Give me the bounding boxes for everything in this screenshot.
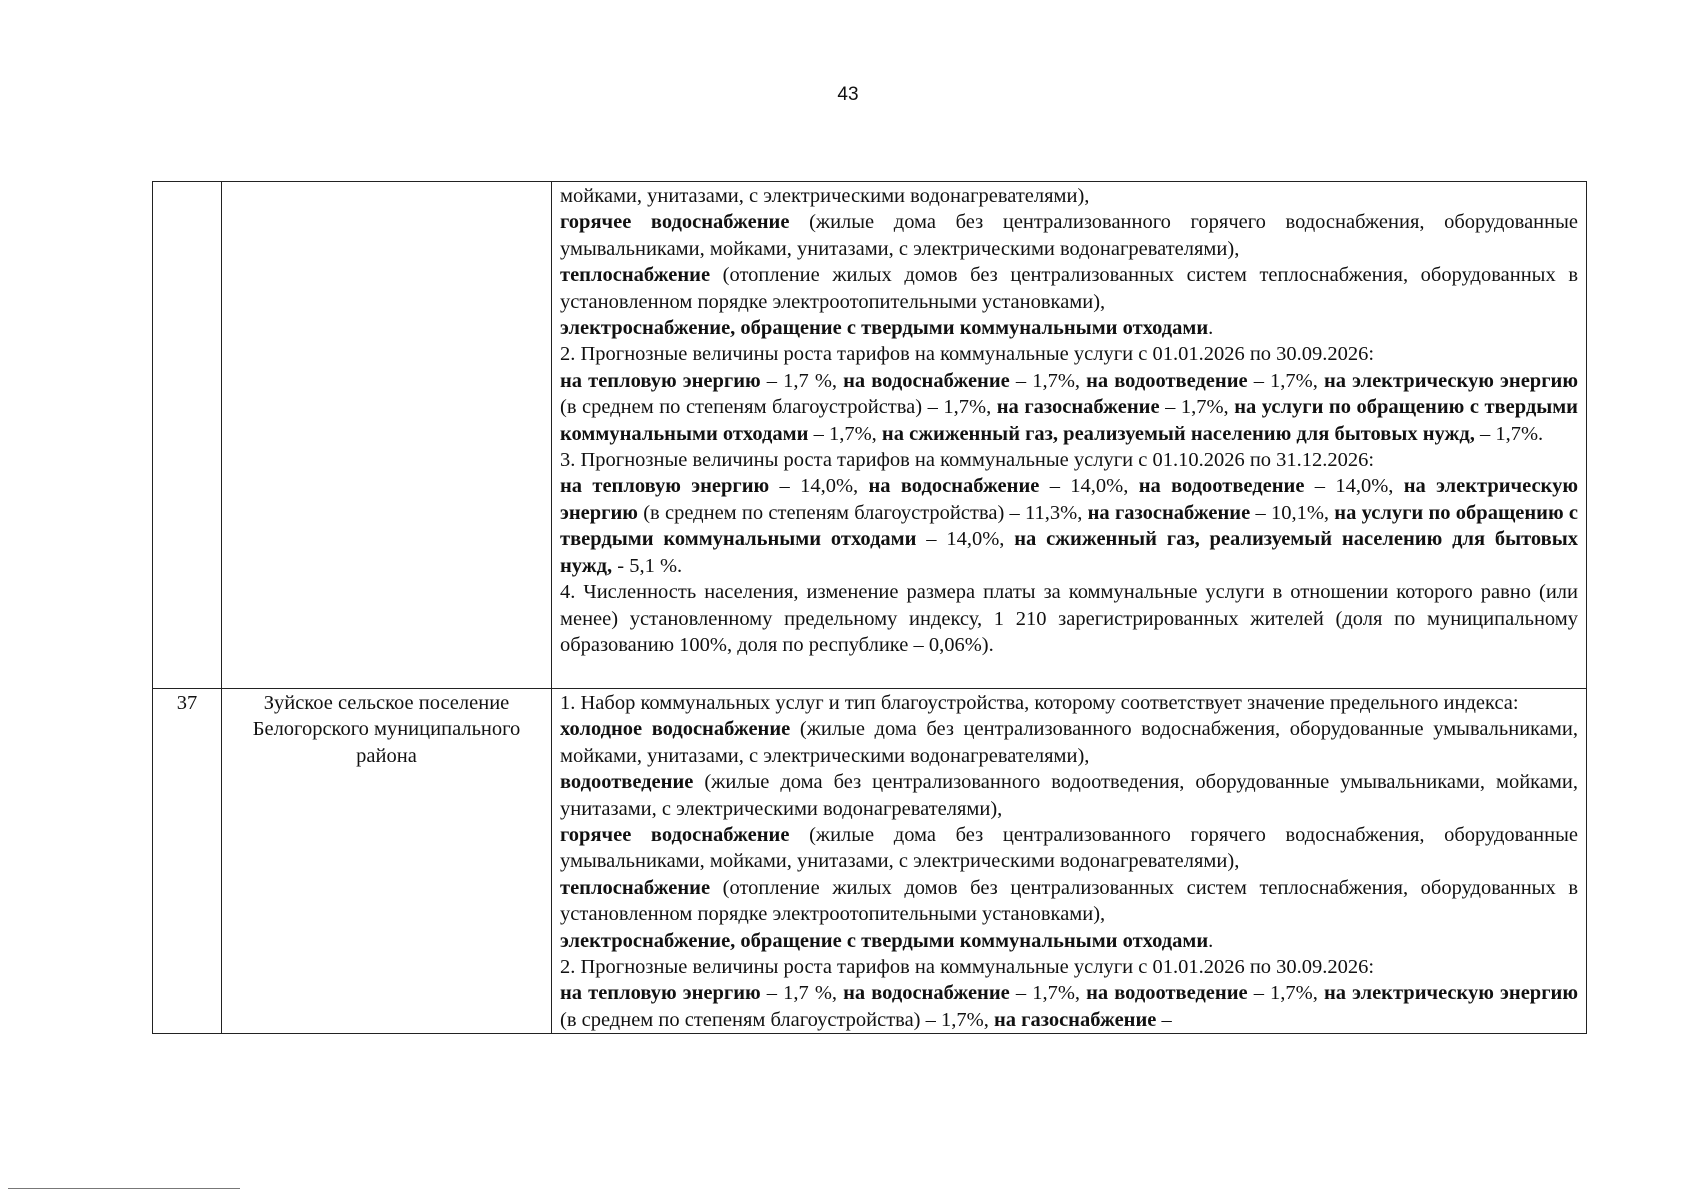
text-run: – 1,7 %, — [760, 982, 844, 1005]
bold-text-run: на газоснабжение — [993, 1008, 1157, 1031]
text-run: – 1,7 %, — [760, 369, 844, 392]
paragraph — [560, 928, 1578, 954]
paragraph — [560, 954, 1578, 980]
text-run: (жилые дома без централизованного горячего водоснабжения, оборудованные умывальниками, мойками, унитазами, с электрическими водонагревателями), — [560, 211, 1578, 260]
table-row — [153, 689, 1587, 1034]
bold-text-run: на водоснабжение — [868, 475, 1040, 498]
text-run: – 14,0%, — [1039, 475, 1139, 498]
footnote-separator — [8, 1188, 240, 1189]
paragraph — [560, 341, 1578, 367]
municipality-name-cell: Зуйское сельское поселение Белогорского муниципального района — [222, 689, 552, 1034]
bold-text-run: горячее водоснабжение — [560, 211, 790, 234]
tariff-description-cell — [552, 182, 1587, 689]
bold-text-run: на услуги по обращению с твердыми коммунальными отходами — [560, 396, 1578, 445]
bold-text-run: теплоснабжение — [560, 264, 711, 287]
text-run: (отопление жилых домов без централизованных систем теплоснабжения, оборудованных в установленном порядке электроотопительными установками), — [560, 876, 1578, 926]
text-run: – 1,7%, — [1009, 369, 1087, 392]
bold-text-run: на тепловую энергию — [560, 982, 761, 1005]
text-run: . — [1208, 929, 1214, 952]
text-run: мойками, унитазами, с электрическими водонагревателями), — [560, 185, 1090, 207]
paragraph — [560, 447, 1578, 473]
text-run: - 5,1 %. — [612, 554, 683, 577]
bold-text-run: холодное водоснабжение — [560, 718, 791, 741]
bold-text-run: на водоснабжение — [843, 982, 1010, 1005]
bold-text-run: электроснабжение, обращение с твердыми коммунальными отходами — [560, 929, 1209, 952]
paragraph — [560, 262, 1578, 315]
bold-text-run: на водоснабжение — [843, 369, 1010, 392]
paragraph — [560, 473, 1578, 579]
municipality-name-cell — [222, 182, 552, 689]
paragraph — [560, 368, 1578, 447]
text-run: 3. Прогнозные величины роста тарифов на коммунальные услуги с 01.10.2026 по 31.12.2026: — [560, 449, 1375, 472]
bold-text-run: на газоснабжение — [996, 396, 1160, 419]
bold-text-run: электроснабжение, обращение с твердыми коммунальными отходами — [560, 317, 1209, 340]
bold-text-run: на сжиженный газ, реализуемый населению для бытовых нужд, — [881, 422, 1475, 445]
bold-text-run: на водоотведение — [1086, 369, 1248, 392]
text-run: 4. Численность населения, изменение размера платы за коммунальные услуги в отношении которого равно (или менее) установленному предельному индексу, 1 210 зарегистрированных жителей (доля по муниципальному образованию 100%, доля по республике – 0,06%). — [560, 581, 1578, 656]
text-run: – 1,7%, — [1159, 396, 1235, 419]
paragraph — [560, 183, 1578, 209]
bold-text-run: теплоснабжение — [560, 876, 711, 899]
text-run: – 1,7%. — [1474, 422, 1544, 445]
text-run: – 1,7%, — [808, 422, 882, 445]
paragraph — [560, 716, 1578, 769]
tariff-description-cell — [552, 689, 1587, 1034]
text-run: . — [1208, 317, 1214, 340]
row-number-cell — [153, 182, 222, 689]
text-run: (отопление жилых домов без централизованных систем теплоснабжения, оборудованных в установленном порядке электроотопительными установками), — [560, 264, 1578, 313]
table-row — [153, 182, 1587, 689]
text-run: (в среднем по степеням благоустройства) – 1,7%, — [560, 1008, 994, 1031]
text-run: – — [1156, 1008, 1172, 1031]
text-run: – 14,0%, — [769, 475, 869, 498]
text-run: 2. Прогнозные величины роста тарифов на коммунальные услуги с 01.01.2026 по 30.09.2026: — [560, 343, 1375, 366]
text-run: 2. Прогнозные величины роста тарифов на коммунальные услуги с 01.01.2026 по 30.09.2026: — [560, 956, 1375, 979]
text-run: – 14,0%, — [1304, 475, 1404, 498]
bold-text-run: на водоотведение — [1138, 475, 1305, 498]
text-run: – 14,0%, — [916, 528, 1015, 551]
bold-text-run: на электрическую энергию — [560, 475, 1578, 524]
text-run: (жилые дома без централизованного водоснабжения, оборудованные умывальниками, мойками, унитазами, с электрическими водонагревателями), — [560, 718, 1578, 767]
text-run: – 1,7%, — [1247, 369, 1324, 392]
bold-text-run: на тепловую энергию — [560, 369, 761, 392]
paragraph — [560, 769, 1578, 822]
bold-text-run: на электрическую энергию — [1323, 369, 1578, 392]
text-run: 1. Набор коммунальных услуг и тип благоустройства, которому соответствует значение предельного индекса: — [560, 692, 1519, 714]
paragraph — [560, 875, 1578, 928]
bold-text-run: на электрическую энергию — [1323, 982, 1578, 1005]
paragraph — [560, 579, 1578, 658]
text-run: (жилые дома без централизованного водоотведения, оборудованные умывальниками, мойками, унитазами, с электрическими водонагревателями), — [560, 771, 1578, 820]
text-run: (в среднем по степеням благоустройства) – 1,7%, — [560, 396, 997, 419]
tariff-table — [152, 181, 1587, 1034]
bold-text-run: на водоотведение — [1086, 982, 1248, 1005]
text-run: – 1,7%, — [1247, 982, 1324, 1005]
page-number: 43 — [837, 84, 859, 105]
bold-text-run: на сжиженный газ, реализуемый населению для бытовых нужд, — [560, 528, 1578, 577]
bold-text-run: горячее водоснабжение — [560, 824, 790, 847]
paragraph — [560, 822, 1578, 875]
text-run: (в среднем по степеням благоустройства) – 11,3%, — [637, 501, 1088, 524]
paragraph — [560, 980, 1578, 1033]
bold-text-run: на газоснабжение — [1087, 501, 1251, 524]
text-run: (жилые дома без централизованного горячего водоснабжения, оборудованные умывальниками, мойками, унитазами, с электрическими водонагревателями), — [560, 824, 1578, 873]
paragraph — [560, 209, 1578, 262]
row-number-cell: 37 — [153, 689, 222, 1034]
bold-text-run: водоотведение — [560, 771, 694, 794]
text-run: – 1,7%, — [1009, 982, 1087, 1005]
text-run: – 10,1%, — [1250, 501, 1335, 524]
paragraph — [560, 315, 1578, 341]
paragraph — [560, 690, 1578, 716]
bold-text-run: на услуги по обращению с твердыми коммунальными отходами — [560, 501, 1578, 551]
bold-text-run: на тепловую энергию — [560, 475, 770, 498]
